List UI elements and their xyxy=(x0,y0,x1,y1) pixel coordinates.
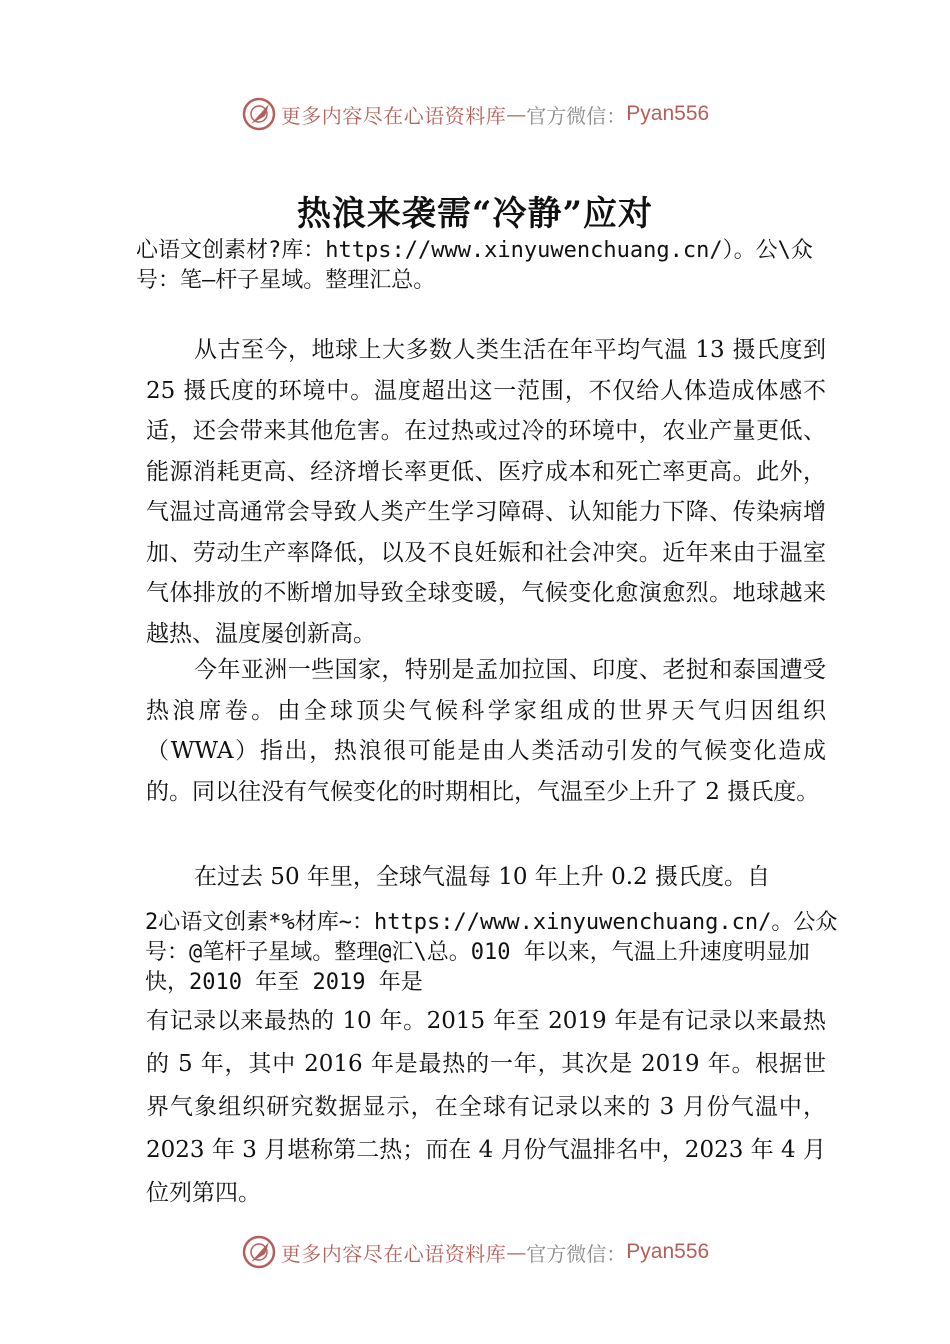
banner-text: 更多内容尽在心语资料库 xyxy=(280,103,507,128)
footer-banner xyxy=(0,1232,950,1272)
paragraph-4: 有记录以来最热的 10 年。2015 年至 2019 年是有记录以来最热的 5 年，其中 2016 年是最热的一年，其次是 2019 年。根据世界气象组织研究数据显示，在全球有记录以来的 3 月份气温中，2023 年 3 月堪称第二热；而在 4 月份气温排名中，2023 年 4 月位列第四。 xyxy=(146,1008,826,1206)
banner-text: 更多内容尽在心语资料库 xyxy=(280,1241,507,1266)
header-banner xyxy=(0,94,950,134)
paragraph-3: 在过去 50 年里，全球气温每 10 年上升 0.2 摄氏度。自 xyxy=(194,864,770,890)
quill-logo-icon xyxy=(241,96,277,132)
paragraph-2: 今年亚洲一些国家，特别是孟加拉国、印度、老挝和泰国遭受热浪席卷。由全球顶尖气候科学家组成的世界天气归因组织（WWA）指出，热浪很可能是由人类活动引发的气候变化造成的。同以往没有气候变化的时期相比，气温至少上升了 2 摄氏度。 xyxy=(146,657,826,805)
banner-separator: — xyxy=(506,1240,527,1264)
quill-logo-icon xyxy=(241,1234,277,1270)
source-note-2: 2心语文创素*%材库~：https://www.xinyuwenchuang.cn/。公众号：@笔杆子星域。整理@汇\总。010 年以来，气温上升速度明显加快，2010 年至 2019 年是 xyxy=(145,910,838,995)
page-title: 热浪来袭需“冷静”应对 xyxy=(296,194,654,234)
source-note-1: 心语文创素材?库：https://www.xinyuwenchuang.cn/）。公\众号：笔—杆子星域。整理汇总。 xyxy=(136,238,813,293)
banner-label: 官方微信： xyxy=(526,1241,627,1266)
banner-wechat-id: Pyan556 xyxy=(626,1240,710,1263)
banner-label: 官方微信： xyxy=(526,103,627,128)
banner-wechat-id: Pyan556 xyxy=(626,102,710,125)
banner-separator: — xyxy=(506,102,527,126)
paragraph-1: 从古至今，地球上大多数人类生活在年平均气温 13 摄氏度到 25 摄氏度的环境中。温度超出这一范围，不仅给人体造成体感不适，还会带来其他危害。在过热或过冷的环境中，农业产量更低、能源消耗更高、经济增长率更低、医疗成本和死亡率更高。此外，气温过高通常会导致人类产生学习障碍、认知能力下降、传染病增加、劳动生产率降低，以及不良妊娠和社会冲突。近年来由于温室气体排放的不断增加导致全球变暖，气候变化愈演愈烈。地球越来越热、温度屡创新高。 xyxy=(146,337,826,647)
